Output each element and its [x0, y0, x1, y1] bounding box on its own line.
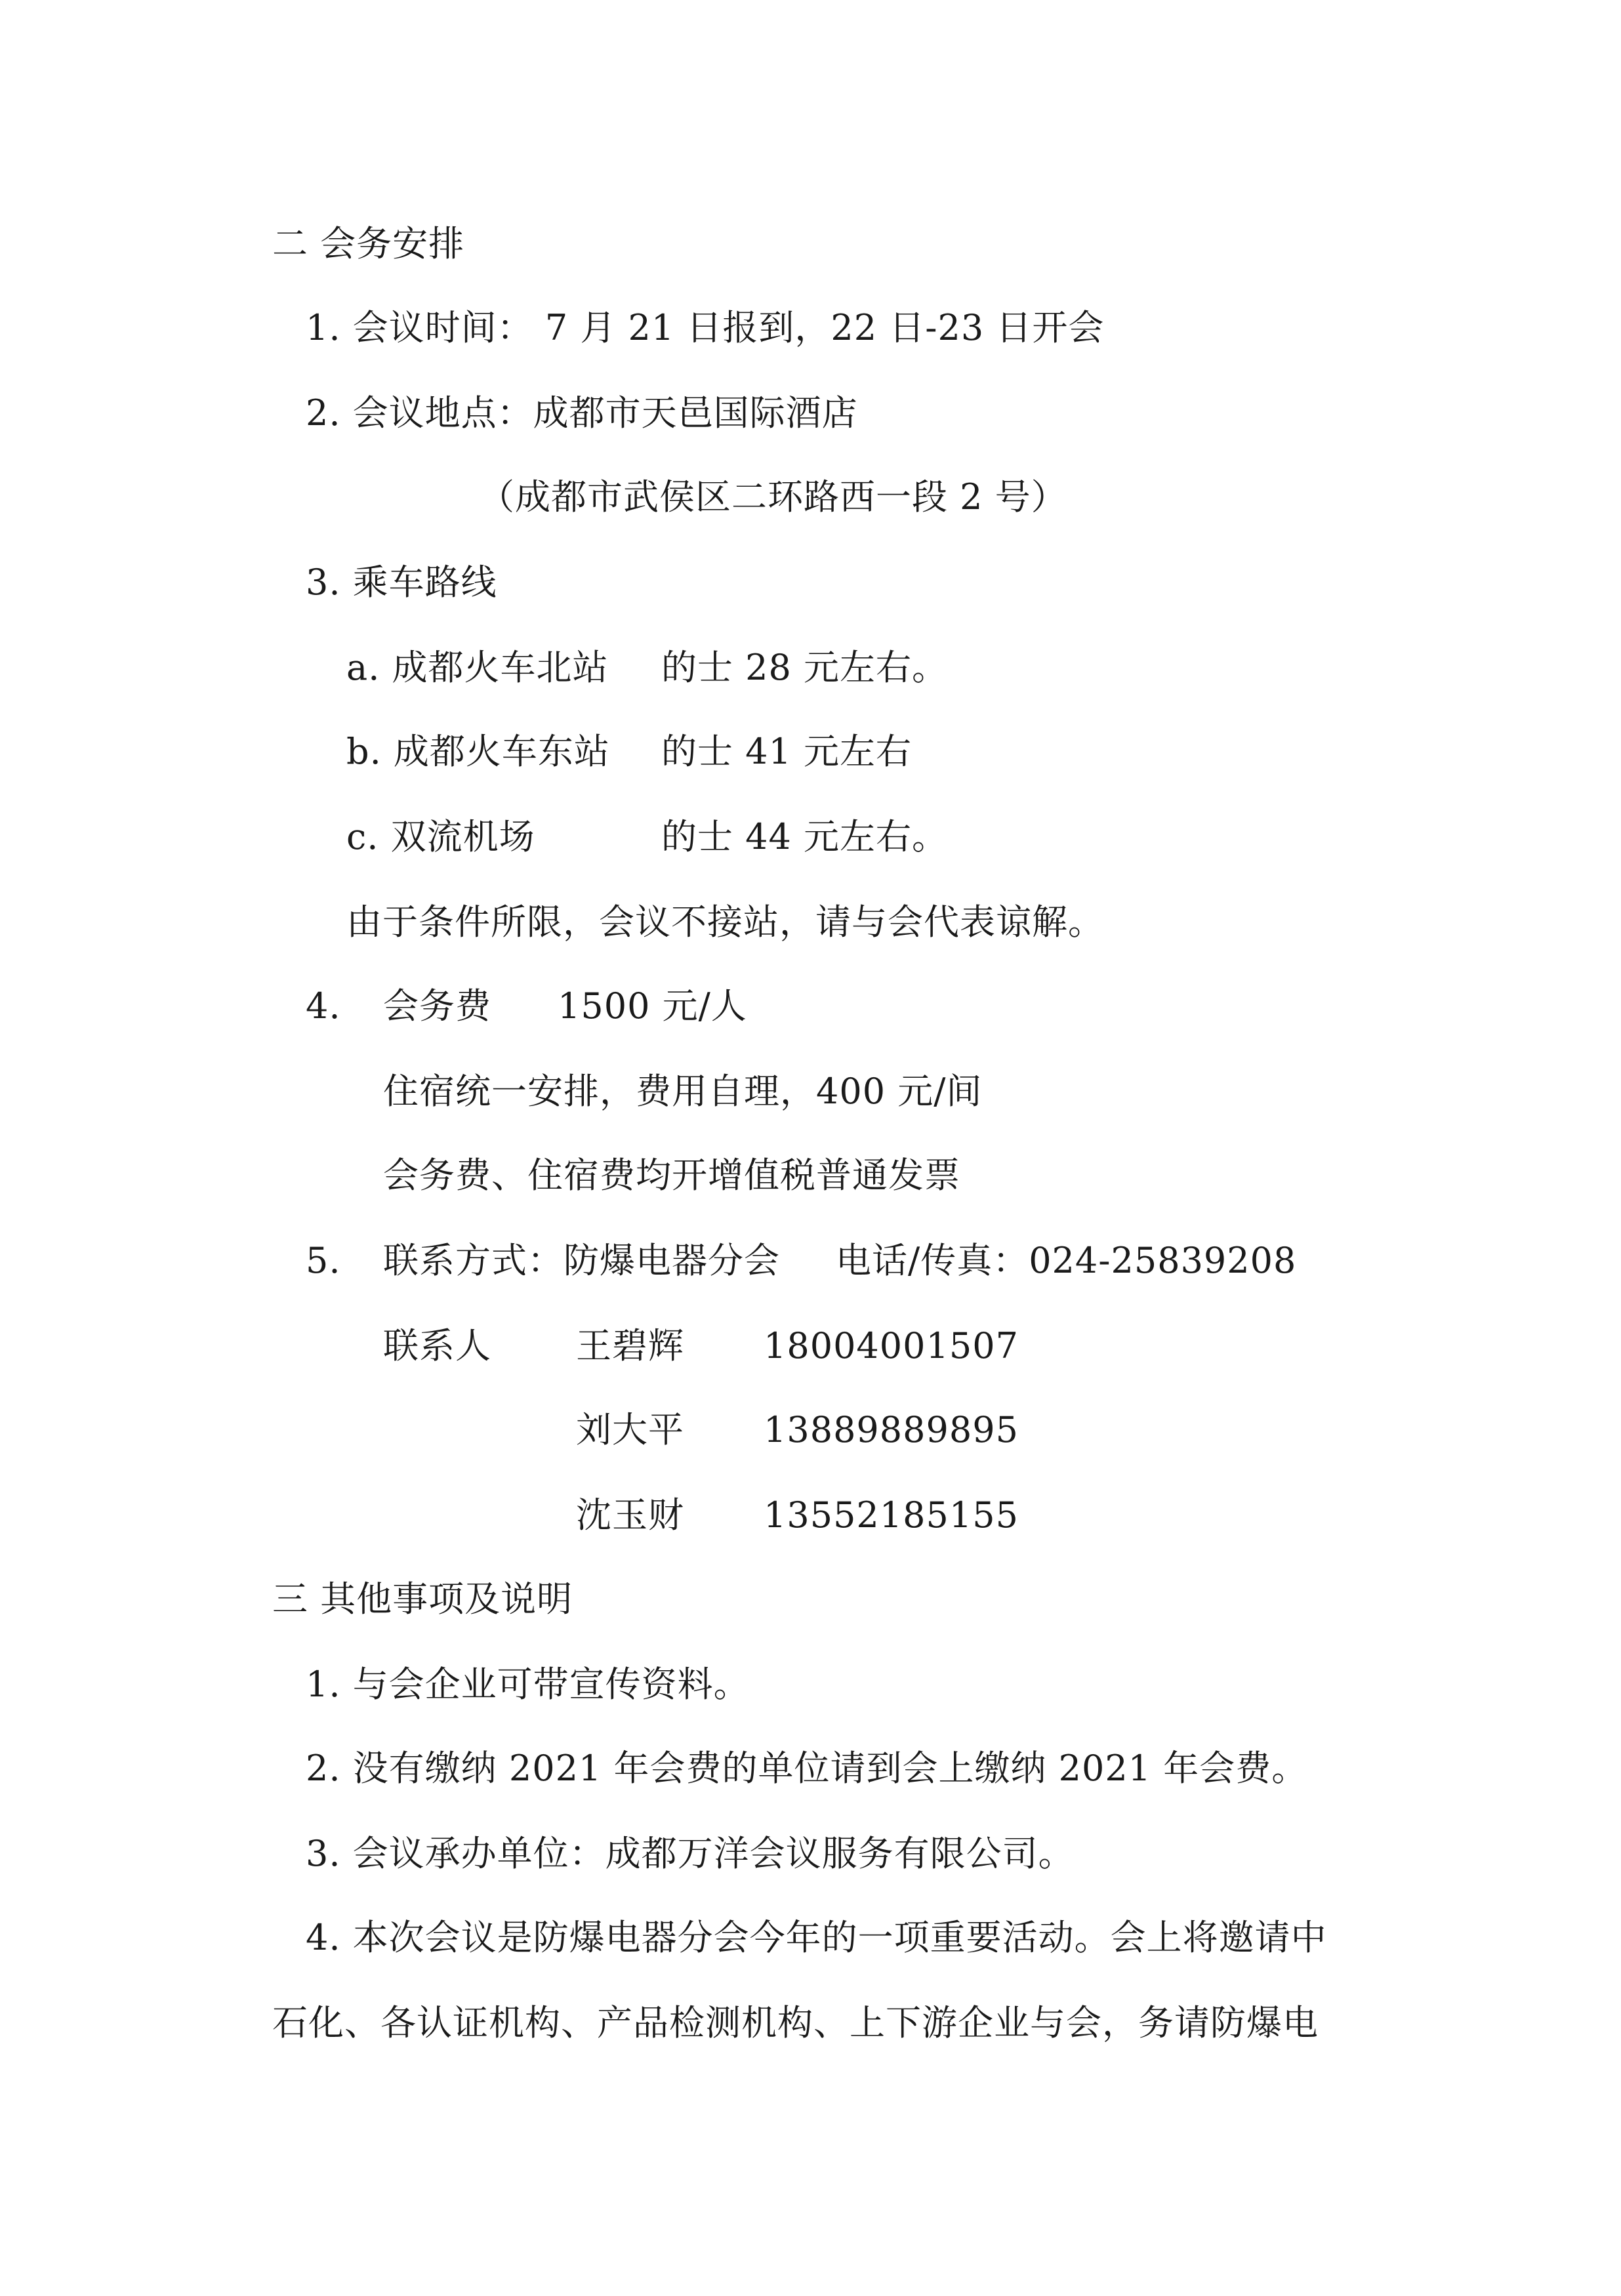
invoice-info: 会务费、住宿费均开增值税普通发票 [383, 1155, 960, 1196]
route-fare: 的士 44 元左右。 [661, 816, 949, 857]
contact-name: 王碧辉 [576, 1325, 684, 1366]
contact-number: 5. [306, 1240, 341, 1281]
lodging-info: 住宿统一安排，费用自理，400 元/间 [383, 1071, 983, 1112]
fee-label: 会务费 [383, 985, 491, 1027]
venue-address: （成都市武侯区二环路西一段 2 号） [479, 476, 1067, 518]
contact-phone: 13552185155 [764, 1494, 1019, 1536]
contact-phone-fax: 电话/传真：024-25839208 [836, 1240, 1297, 1281]
other-item: 1. 与会企业可带宣传资料。 [306, 1664, 750, 1705]
route-fare: 的士 41 元左右 [661, 731, 913, 772]
contact-phone: 18004001507 [764, 1325, 1019, 1366]
route-title: 3. 乘车路线 [306, 562, 497, 603]
meeting-time: 1. 会议时间： 7 月 21 日报到，22 日-23 日开会 [306, 307, 1105, 348]
contact-name: 沈玉财 [576, 1494, 684, 1536]
route-place: b. 成都火车东站 [346, 731, 610, 772]
contact-name: 刘大平 [576, 1409, 684, 1450]
contact-phone: 13889889895 [764, 1409, 1019, 1450]
contact-person-label: 联系人 [383, 1325, 491, 1366]
section-heading-other: 三 其他事项及说明 [272, 1578, 573, 1620]
no-pickup-notice: 由于条件所限，会议不接站，请与会代表谅解。 [346, 901, 1104, 943]
route-place: a. 成都火车北站 [346, 647, 609, 688]
contact-method: 联系方式：防爆电器分会 [383, 1240, 780, 1281]
other-item: 2. 没有缴纳 2021 年会费的单位请到会上缴纳 2021 年会费。 [306, 1748, 1308, 1789]
other-item: 3. 会议承办单位：成都万洋会议服务有限公司。 [306, 1833, 1075, 1874]
fee-number: 4. [306, 985, 341, 1027]
other-item: 4. 本次会议是防爆电器分会今年的一项重要活动。会上将邀请中 [306, 1917, 1327, 1958]
route-fare: 的士 28 元左右。 [661, 647, 949, 688]
other-item-continued: 石化、各认证机构、产品检测机构、上下游企业与会，务请防爆电 [272, 2002, 1319, 2043]
fee-value: 1500 元/人 [558, 985, 747, 1027]
meeting-venue: 2. 会议地点：成都市天邑国际酒店 [306, 392, 858, 434]
section-heading-arrangements: 二 会务安排 [272, 223, 465, 264]
route-place: c. 双流机场 [346, 816, 535, 857]
